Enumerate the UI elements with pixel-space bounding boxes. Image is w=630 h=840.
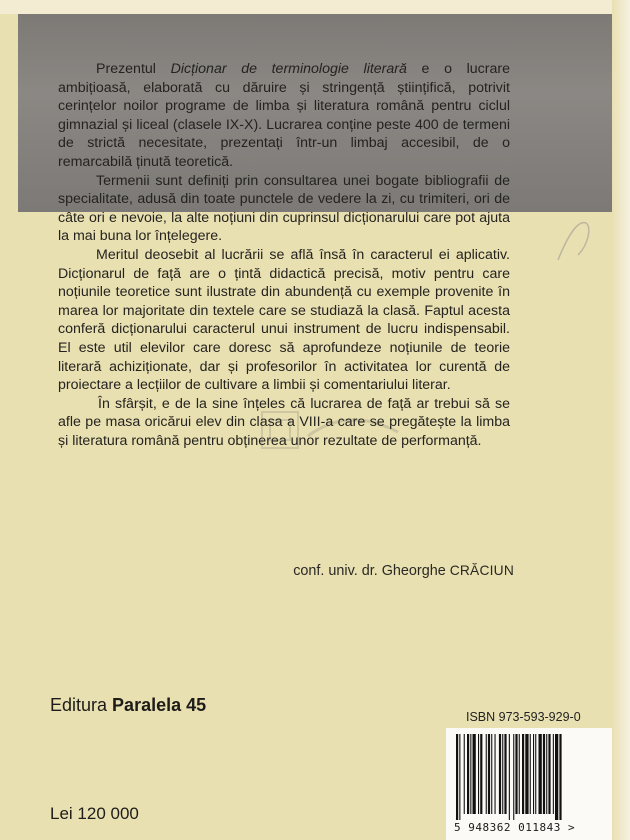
top-band: [0, 0, 630, 14]
paragraph-3: Meritul deosebit al lucrării se află însă în caracterul ei aplicativ. Dicționarul de față are o țintă didactică precisă, motiv pentru care noțiunile teoretice sunt ilustrate din abundență cu exemple provenite în marea lor majoritate din textele care se studiază la clasă. Faptul acesta conferă dicționarului caracterul unui instrument de lucru indispensabil. El este util elevilor care doresc să aprofundeze noțiunile de teorie literară achiziționate, dar și profesorilor în activitatea lor curentă de proiectare a lecțiilor de cultivare a limbii și comentariului literar.: [58, 246, 510, 394]
isbn-block: [446, 706, 612, 840]
paragraph-4: În sfârșit, e de la sine înțeles că lucrarea de față ar trebui să se afle pe masa oricărui elev din clasa a VIII-a care se pregătește la limba și literatura română pentru obținerea unor rezultate de performanță.: [58, 395, 510, 449]
publisher-prefix: Editura: [50, 695, 113, 715]
price-label: Lei 120 000: [50, 804, 139, 823]
pen-mark: [548, 215, 598, 265]
signature-surname: CRĂCIUN: [449, 563, 514, 578]
book-title: Dicționar de terminologie literară: [170, 61, 407, 77]
barcode-bars: [452, 732, 606, 820]
barcode: [446, 728, 612, 840]
signature-title: conf. univ. dr. Gheorghe: [293, 563, 450, 579]
paragraph-1-start: Prezentul: [96, 61, 171, 77]
blurb-text: [58, 60, 510, 450]
paragraph-1: [58, 60, 510, 172]
author-signature: [228, 563, 514, 579]
paragraph-2: Termenii sunt definiți prin consultarea unei bogate bibliografii de specialitate, adusă din toate punctele de vedere la zi, cu trimiteri, ori de câte ori e nevoie, la alte noțiuni din cuprinsul dicționarului care pot ajuta la mai buna lor înțelegere.: [58, 172, 510, 245]
isbn-number: ISBN 973-593-929-0: [466, 710, 581, 724]
cover-edge: [612, 0, 630, 840]
publisher-name: [50, 695, 206, 716]
publisher-brand: Paralela 45: [112, 695, 207, 715]
paragraph-1-rest: e o lucrare ambițioasă, elaborată cu dăruire și stringență științifică, potrivit cerințelor noilor programe de limba și literatura română pentru ciclul gimnazial și liceal (clasele IX-X). Lucrarea conține peste 400 de termeni de strictă necesitate, prezentați într-un limbaj accesibil, de o remarcabilă ținută teoretică.: [58, 61, 510, 170]
barcode-digits: 5 948362 011843 >: [454, 821, 576, 834]
